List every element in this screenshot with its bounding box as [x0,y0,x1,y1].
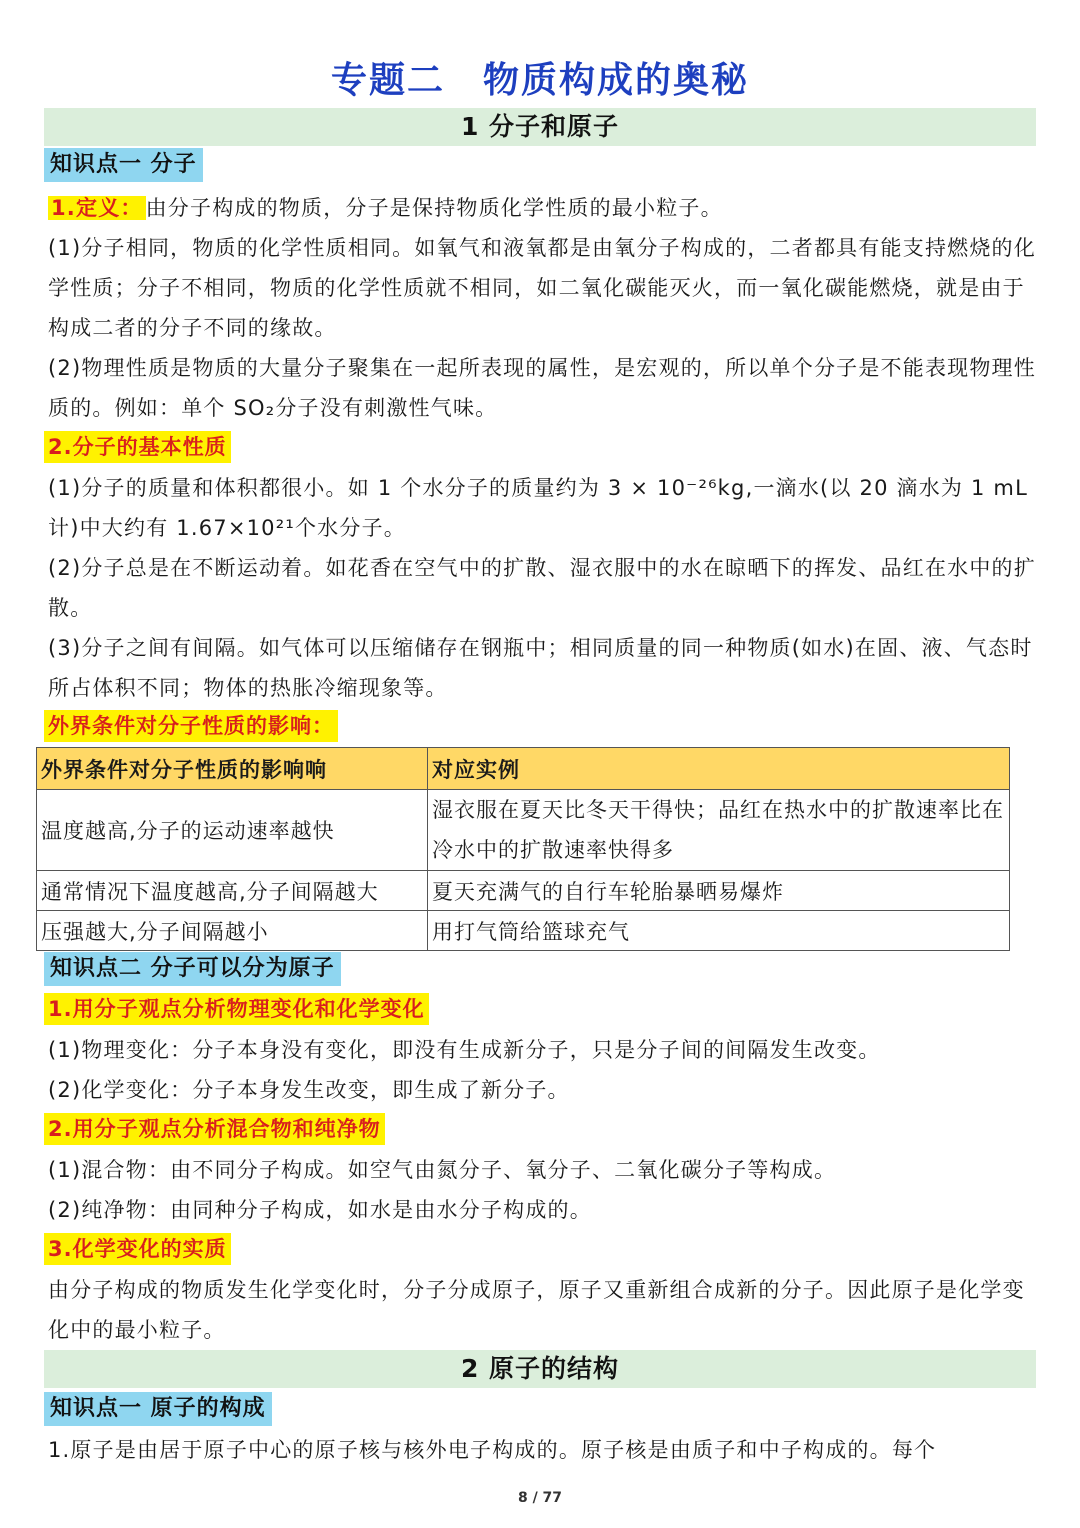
paragraph: (2)物理性质是物质的大量分子聚集在一起所表现的属性，是宏观的，所以单个分子是不能表现物理性质的。例如：单个 SO₂分子没有刺激性气味。 [48,356,1036,420]
paragraph: 1.原子是由居于原子中心的原子核与核外电子构成的。原子核是由质子和中子构成的。每个 [48,1438,937,1462]
subheading-essence-chemical-change: 3.化学变化的实质 [44,1233,231,1265]
paragraph: (1)分子的质量和体积都很小。如 1 个水分子的质量约为 3 × 10⁻²⁶kg,一滴水(以 20 滴水为 1 mL 计)中大约有 1.67×10²¹个水分子。 [48,476,1028,540]
subheading-physical-chemical-change: 1.用分子观点分析物理变化和化学变化 [44,993,429,1025]
table-cell: 用打气筒给篮球充气 [428,911,1010,951]
subheading-mixture-pure: 2.用分子观点分析混合物和纯净物 [44,1113,385,1145]
table-cell: 温度越高,分子的运动速率越快 [37,790,428,871]
table-cell: 压强越大,分子间隔越小 [37,911,428,951]
paragraph: (2)化学变化：分子本身发生改变，即生成了新分子。 [48,1078,570,1102]
table-header-cell: 对应实例 [428,748,1010,790]
paragraph: (3)分子之间有间隔。如气体可以压缩储存在钢瓶中；相同质量的同一种物质(如水)在固、液、气态时所占体积不同；物体的热胀冷缩现象等。 [48,636,1033,700]
paragraph: (2)纯净物：由同种分子构成，如水是由水分子构成的。 [48,1198,592,1222]
subheading-external-conditions: 外界条件对分子性质的影响： [44,710,338,742]
definition-paragraph [48,188,1038,228]
paragraph: (1)物理变化：分子本身没有变化，即没有生成新分子，只是分子间的间隔发生改变。 [48,1038,881,1062]
table-header-row [37,748,1010,790]
table-row [37,790,1010,871]
table-row [37,871,1010,911]
section-heading-atom-structure: 2 原子的结构 [44,1350,1036,1388]
paragraph: (1)分子相同，物质的化学性质相同。如氧气和液氧都是由氧分子构成的，二者都具有能支持燃烧的化学性质；分子不相同，物质的化学性质就不相同，如二氧化碳能灭火，而一氧化碳能燃烧，就是由于构成二者的分子不同的缘故。 [48,236,1036,340]
knowledge-point-molecule: 知识点一 分子 [44,148,203,182]
knowledge-point-atom-composition: 知识点一 原子的构成 [44,1392,272,1426]
table-cell: 湿衣服在夏天比冬天干得快；品红在热水中的扩散速率比在冷水中的扩散速率快得多 [428,790,1010,871]
table-header-cell: 外界条件对分子性质的影响响 [37,748,428,790]
table-cell: 夏天充满气的自行车轮胎暴晒易爆炸 [428,871,1010,911]
table-cell: 通常情况下温度越高,分子间隔越大 [37,871,428,911]
knowledge-point-molecule-to-atom: 知识点二 分子可以分为原子 [44,952,341,986]
paragraph: (2)分子总是在不断运动着。如花香在空气中的扩散、湿衣服中的水在晾晒下的挥发、品红在水中的扩散。 [48,556,1036,620]
conditions-table [36,747,1010,951]
section-heading-molecules-atoms: 1 分子和原子 [44,108,1036,146]
definition-text: 由分子构成的物质，分子是保持物质化学性质的最小粒子。 [145,196,723,220]
paragraph: (1)混合物：由不同分子构成。如空气由氮分子、氧分子、二氧化碳分子等构成。 [48,1158,837,1182]
page-number: 8 / 77 [517,1490,563,1506]
table-row [37,911,1010,951]
page-title: 专题二 物质构成的奥秘 [330,60,749,101]
paragraph: 由分子构成的物质发生化学变化时，分子分成原子，原子又重新组合成新的分子。因此原子是化学变化中的最小粒子。 [48,1278,1025,1342]
subheading-basic-properties: 2.分子的基本性质 [44,431,231,463]
definition-label: 1.定义： [48,196,146,220]
